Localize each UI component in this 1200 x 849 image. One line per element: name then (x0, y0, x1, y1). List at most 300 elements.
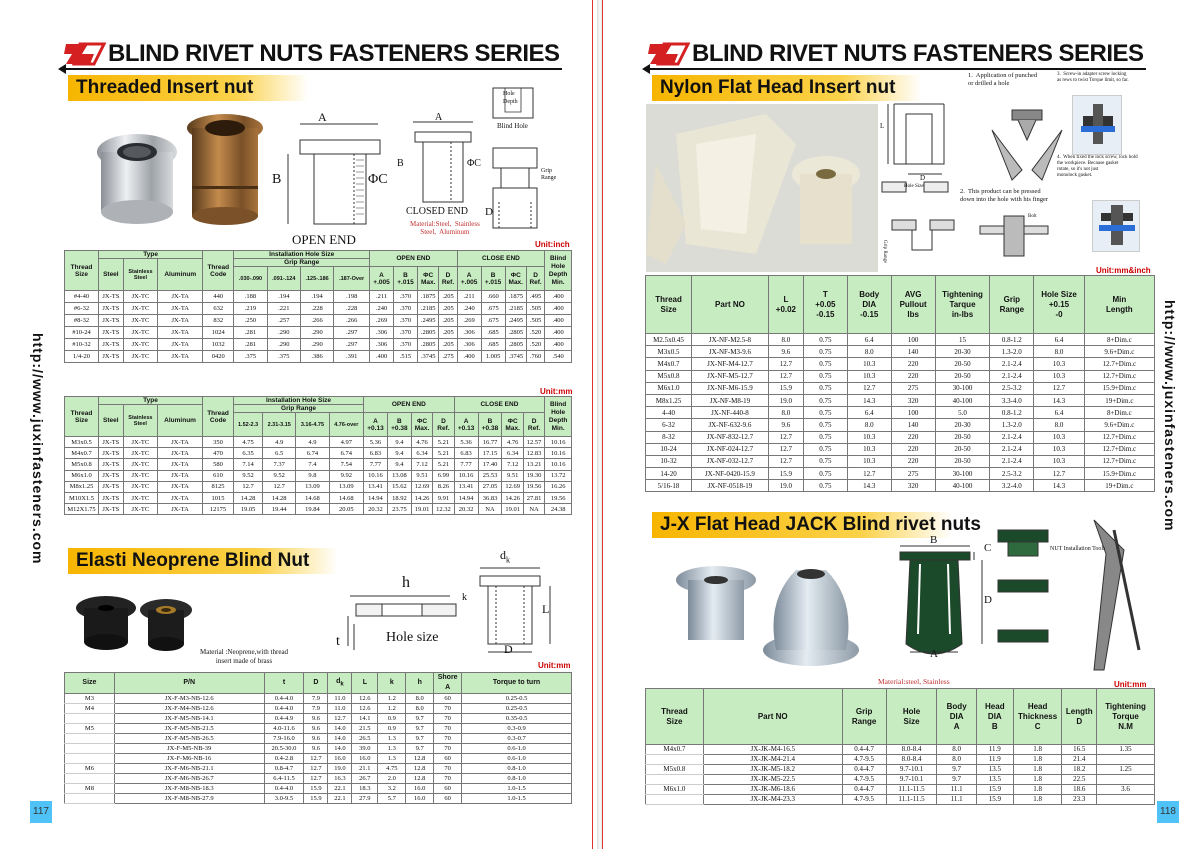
banner-threaded-insert: Threaded Insert nut (68, 75, 308, 101)
table-cell: 11.1 (937, 795, 976, 805)
table-cell: M2.5x0.45 (646, 334, 692, 346)
table-cell: 7.77 (364, 459, 388, 470)
table-cell: JX-TC (123, 351, 158, 363)
column-header: Length D (1062, 689, 1097, 745)
table-cell: M8 (65, 784, 115, 794)
table-cell: .290 (267, 327, 300, 339)
closed-end-label: CLOSED END (406, 206, 468, 217)
col-g4-mm: 4.76-over (329, 413, 363, 437)
table-cell: 19.0 (328, 764, 352, 774)
table-cell: 1.0-1.5 (462, 794, 572, 804)
table-cell: .205 (439, 339, 457, 351)
table-row (646, 755, 1155, 765)
table-row (65, 492, 572, 503)
table-cell: JX-TS (99, 437, 124, 448)
table-cell: 8+Dim.c (1084, 334, 1154, 346)
table-cell: 15 (935, 334, 990, 346)
table-cell: 320 (891, 480, 935, 492)
table-cell: .515 (393, 351, 417, 363)
table-cell: 9.7 (406, 724, 434, 734)
table-cell: 2.5-3.2 (990, 382, 1034, 394)
table-cell: JX-TC (123, 437, 157, 448)
table-cell: 13.21 (523, 459, 544, 470)
table-cell: 1.005 (481, 351, 505, 363)
table-cell: .505 (526, 303, 544, 315)
table-cell: 27.05 (478, 481, 502, 492)
header-underline-arrow-right (646, 68, 1146, 70)
table-row (646, 394, 1155, 406)
table-cell: 12.7 (1034, 468, 1084, 480)
table-cell: JX-TA (158, 492, 203, 503)
table-cell: 7.77 (454, 459, 478, 470)
table-row (646, 370, 1155, 382)
table-cell: #4-40 (65, 291, 99, 303)
table-cell (1097, 755, 1155, 765)
table-row (65, 694, 572, 704)
table-cell: JX-F-M8-NB-18.3 (114, 784, 264, 794)
table-cell: .198 (334, 291, 370, 303)
column-header: $d_k$ (328, 673, 352, 694)
col-blind: Blind Hole Depth Min. (545, 251, 572, 291)
table-cell: 4.7-9.5 (842, 755, 886, 765)
table-cell: .2495 (505, 315, 526, 327)
table-cell: 20.5-30.0 (264, 744, 304, 754)
table-cell (646, 795, 704, 805)
table-cell: 11.1-11.5 (886, 785, 937, 795)
table-cell: 14.0 (328, 724, 352, 734)
column-header: L (352, 673, 378, 694)
table-cell: JX-TA (158, 459, 203, 470)
header-underline-arrow (62, 68, 562, 70)
table-cell: 14.0 (328, 744, 352, 754)
table-cell: 9.7-10.1 (886, 775, 937, 785)
table-cell: .400 (545, 315, 572, 327)
table-cell: M4 (65, 704, 115, 714)
table-cell: 21.5 (352, 724, 378, 734)
dim-t-label: t (336, 634, 340, 649)
table-row (65, 784, 572, 794)
table-cell: JX-TA (158, 437, 203, 448)
table-cell: 20.32 (364, 504, 388, 515)
hole-size-diagram (880, 180, 950, 200)
table-cell: 4.76 (411, 437, 432, 448)
table-cell: 14-20 (646, 468, 692, 480)
column-header: Grip Range (990, 276, 1034, 334)
neoprene-body (65, 694, 572, 804)
table-cell: 14.0 (328, 734, 352, 744)
table-cell: M4x0.7 (646, 358, 692, 370)
table-cell: 11.9 (976, 745, 1013, 755)
grip-range-diag-label: Grip Range (882, 240, 887, 264)
column-header: k (378, 673, 406, 694)
table-cell: 0.3-0.7 (462, 734, 572, 744)
column-header: Grip Range (842, 689, 886, 745)
table-cell: JX-NF-M2.5-8 (692, 334, 769, 346)
col-thread-code: Thread Code (203, 251, 234, 291)
neoprene-nut-photo (66, 578, 196, 658)
table-cell: 4.76 (502, 437, 523, 448)
table-cell: M6x1.0 (646, 785, 704, 795)
table-cell: 13.08 (387, 470, 411, 481)
table-cell: 16.0 (328, 754, 352, 764)
table-row (646, 775, 1155, 785)
table-cell: 10.16 (364, 470, 388, 481)
table-cell: .194 (300, 291, 333, 303)
grip-range-label: Grip Range (541, 168, 557, 181)
table-cell: 10.3 (1034, 431, 1084, 443)
column-header: h (406, 673, 434, 694)
table-cell: .211 (370, 291, 394, 303)
table-cell: #10-32 (65, 339, 99, 351)
jack-A-label: A (930, 648, 938, 660)
table-cell: JX-F-M5-NB-21.5 (114, 724, 264, 734)
table-cell: 6.99 (433, 470, 454, 481)
table-cell: 9.6 (304, 714, 328, 724)
table-cell: 19.01 (502, 504, 523, 515)
table-cell: .290 (300, 327, 333, 339)
table-cell: 220 (891, 358, 935, 370)
table-cell: JX-TC (123, 339, 158, 351)
table-cell: .240 (370, 303, 394, 315)
dim-A-label: A (318, 110, 327, 124)
table-cell: 70 (434, 704, 462, 714)
jack-dim-diagram (884, 534, 994, 684)
col-g3: .125-.186 (300, 267, 333, 291)
table-cell: 9.7 (406, 714, 434, 724)
table-cell: .400 (545, 327, 572, 339)
table-cell: 6.74 (329, 448, 363, 459)
page-header-left (62, 40, 560, 68)
bolt-diagram (974, 212, 1054, 262)
col-close: CLOSE END (457, 251, 545, 267)
table-cell: JX-TC (123, 504, 157, 515)
col-grip-mm: Grip Range (234, 405, 364, 413)
col-g2-mm: 2.31-3.15 (263, 413, 296, 437)
table-cell: 4.9 (296, 437, 329, 448)
closed-dim-B-label: B (397, 158, 404, 169)
table-cell: .269 (457, 315, 481, 327)
table-cell: 9.7 (937, 765, 976, 775)
table-cell: 12.7 (768, 370, 803, 382)
column-header: P/N (114, 673, 264, 694)
table-cell: 12.8 (406, 774, 434, 784)
table-cell: 5.36 (454, 437, 478, 448)
table-cell: 1.3 (378, 734, 406, 744)
table-row (646, 795, 1155, 805)
table-cell: JX-F-M5-NB-39 (114, 744, 264, 754)
table-cell: .520 (526, 327, 544, 339)
table-row (65, 327, 572, 339)
table-cell: 26.5 (352, 734, 378, 744)
nylon-step-2: 2. This product can be pressed down into the hole with his finger (960, 188, 1049, 203)
table-cell: .205 (439, 303, 457, 315)
jx-logo-icon-right (646, 40, 692, 68)
table-cell: 8.0 (1034, 419, 1084, 431)
closed-dim-C-label: ΦC (467, 158, 481, 169)
table-cell: NA (523, 504, 544, 515)
table-cell: 1.3-2.0 (990, 419, 1034, 431)
hole-size-diag-label: Hole Size (904, 184, 924, 189)
table-cell: 24.38 (545, 504, 572, 515)
col-install-mm: Installation Hole Size (234, 397, 364, 405)
table-row (646, 468, 1155, 480)
table-cell: JX-TS (99, 315, 124, 327)
table-cell: 275 (891, 382, 935, 394)
table-cell: 10.16 (545, 437, 572, 448)
dim-D-label: D (485, 206, 493, 218)
closed-end-diagram (393, 112, 493, 207)
table-cell: 0.4-4.7 (842, 745, 886, 755)
table-cell: .266 (334, 315, 370, 327)
table-cell: 22.1 (328, 784, 352, 794)
table-row (646, 431, 1155, 443)
table-cell: 12.7 (1034, 382, 1084, 394)
table-cell: 8.26 (433, 481, 454, 492)
table-cell: 12.7 (234, 481, 263, 492)
unit-mm-inch: Unit:mm&inch (1096, 266, 1151, 275)
table-cell: 13.72 (545, 470, 572, 481)
table-cell: .3745 (505, 351, 526, 363)
table-cell: 6.74 (296, 448, 329, 459)
table-cell: 11.1 (937, 785, 976, 795)
table-cell: 0.9 (378, 724, 406, 734)
table-row (65, 303, 572, 315)
table-cell: 12.8 (406, 754, 434, 764)
column-header: Body DIA -0.15 (847, 276, 891, 334)
col-open-d-mm: D Ref. (433, 413, 454, 437)
nylon-D-label: D (920, 174, 926, 182)
table-cell: 9.6 (304, 734, 328, 744)
table-row (646, 407, 1155, 419)
table-cell: 14.26 (411, 492, 432, 503)
col-close-b-mm: B +0.38 (478, 413, 502, 437)
table-cell: 0.75 (803, 419, 847, 431)
table-cell: 6.4 (847, 407, 891, 419)
table-cell: M3x0.5 (646, 346, 692, 358)
col-close-b: B +.015 (481, 267, 505, 291)
table-cell: 1.0-1.5 (462, 784, 572, 794)
table-cell: 1.8 (1013, 755, 1062, 765)
table-cell: JX-F-M5-NB-14.1 (114, 714, 264, 724)
table-cell: JX-NF-0518-19 (692, 480, 769, 492)
table-cell: .370 (393, 303, 417, 315)
lock-step-diagram (1092, 200, 1140, 252)
table-cell: .2185 (417, 303, 438, 315)
table-cell: 12.8 (406, 764, 434, 774)
table-cell: JX-TS (99, 459, 124, 470)
table-cell: 15.9 (304, 784, 328, 794)
table-row (646, 443, 1155, 455)
table-cell: 14.68 (296, 492, 329, 503)
catalog-page-right (602, 0, 1200, 849)
table-cell: 0.4-4.0 (264, 704, 304, 714)
table-cell: 100 (891, 407, 935, 419)
table-cell: .370 (393, 327, 417, 339)
table-cell: 8.0 (768, 407, 803, 419)
table-cell: 275 (891, 468, 935, 480)
table-cell: JX-TC (123, 448, 157, 459)
table-cell: 9.51 (411, 470, 432, 481)
table-cell: 7.4 (296, 459, 329, 470)
table-cell: 20.05 (329, 504, 363, 515)
table-cell: 6.4 (1034, 334, 1084, 346)
table-cell: 19.0 (768, 480, 803, 492)
table-cell: .540 (545, 351, 572, 363)
table-cell: 8.0 (1034, 346, 1084, 358)
table-cell: JX-JK-M5-22.5 (703, 775, 842, 785)
table-cell: 10.3 (1034, 370, 1084, 382)
table-cell: M5x0.8 (646, 765, 704, 775)
banner-neoprene: Elasti Neoprene Blind Nut (68, 548, 338, 574)
table-cell: 19.56 (545, 492, 572, 503)
table-cell: 16.26 (545, 481, 572, 492)
table-cell: 1.3 (378, 744, 406, 754)
page-number-right: 118 (1157, 801, 1179, 823)
table-cell: 1.8 (1013, 795, 1062, 805)
col-thread-size-mm: Thread Size (65, 397, 99, 437)
table-row (65, 724, 572, 734)
table-cell: 7.9 (304, 704, 328, 714)
table-cell: 4-40 (646, 407, 692, 419)
table-cell: 23.75 (387, 504, 411, 515)
table-cell: .1875 (505, 291, 526, 303)
table-cell: 9.6+Dim.c (1084, 419, 1154, 431)
table-cell: 5.0 (935, 407, 990, 419)
table-cell: 16.0 (406, 784, 434, 794)
table-cell: #6-32 (65, 303, 99, 315)
table-cell: 7.54 (329, 459, 363, 470)
table-row (65, 470, 572, 481)
table-cell: 1/4-20 (65, 351, 99, 363)
table-cell: 12.6 (352, 704, 378, 714)
table-cell: 1.8 (1013, 785, 1062, 795)
table-cell: JX-TA (158, 303, 203, 315)
table-cell: 9.7-10.1 (886, 765, 937, 775)
table-cell: 21.1 (352, 764, 378, 774)
table-cell: 14.3 (847, 394, 891, 406)
table-cell: 220 (891, 431, 935, 443)
col-g2: .091-.124 (267, 267, 300, 291)
col-close-d: D Ref. (526, 267, 544, 291)
table-cell: 7.12 (411, 459, 432, 470)
grip-range-diagram (882, 210, 962, 264)
col-open-a-mm: A +0.13 (364, 413, 388, 437)
table-cell: JX-TA (158, 481, 203, 492)
table-cell: 5.21 (433, 459, 454, 470)
table-cell: 20-50 (935, 370, 990, 382)
table-cell: 20-30 (935, 419, 990, 431)
table-row (65, 704, 572, 714)
table-cell: 12.7+Dim.c (1084, 455, 1154, 467)
column-header: Part NO (703, 689, 842, 745)
table-cell: 19.01 (411, 504, 432, 515)
col-steel: Steel (99, 259, 124, 291)
page-header-right (646, 40, 1144, 68)
table-cell: 8.0 (406, 694, 434, 704)
page-edge-line (592, 0, 593, 849)
table-cell: 19.56 (523, 481, 544, 492)
table-row (65, 794, 572, 804)
table-cell: JX-TC (123, 492, 157, 503)
jack-table (645, 688, 1155, 805)
table-cell: JX-JK-M4-16.5 (703, 745, 842, 755)
table-cell: M10X1.5 (65, 492, 99, 503)
table-cell: 610 (203, 470, 234, 481)
table-cell (65, 754, 115, 764)
table-cell (646, 775, 704, 785)
table-cell (1097, 775, 1155, 785)
column-header: Shore A (434, 673, 462, 694)
table-cell: .281 (234, 327, 267, 339)
unit-mm-jack: Unit:mm (1114, 680, 1147, 689)
table-cell: 12.7 (847, 468, 891, 480)
unit-mm-neoprene: Unit:mm (538, 661, 571, 670)
table-row (65, 448, 572, 459)
table-cell: .205 (439, 291, 457, 303)
table-cell: M8x1.25 (646, 394, 692, 406)
table-cell: 22.5 (1062, 775, 1097, 785)
col-g4: .187-Over (334, 267, 370, 291)
dim-h-label: h (402, 574, 410, 591)
table-cell: JX-NF-032-12.7 (692, 455, 769, 467)
column-header: t (264, 673, 304, 694)
dim-D-neo-label: D (504, 642, 513, 656)
table-cell: 2.1-2.4 (990, 431, 1034, 443)
table-cell: 12.7 (768, 455, 803, 467)
table-cell: 9.6+Dim.c (1084, 346, 1154, 358)
table-cell: 20-50 (935, 358, 990, 370)
table-cell: 1.35 (1097, 745, 1155, 755)
table-cell: 15.62 (387, 481, 411, 492)
unit-mm-threaded: Unit:mm (540, 387, 573, 396)
table-cell: 19.44 (263, 504, 296, 515)
table-cell: 0.4-4.9 (264, 714, 304, 724)
table-cell: 9.51 (502, 470, 523, 481)
nylon-step-3: 3. Screw-in adapter screw locking as rews to twist Torque limit, so far. (1057, 72, 1129, 83)
table-cell: 9.92 (329, 470, 363, 481)
side-url-right: http://www.juxinfasteners.com (1162, 300, 1178, 532)
table-cell: M6 (65, 764, 115, 774)
table-cell: .370 (393, 291, 417, 303)
table-cell: 0.4-4.7 (842, 785, 886, 795)
col-stainless: Stainless Steel (123, 259, 158, 291)
threaded-inch-table (64, 250, 572, 363)
table-cell: 4.9 (263, 437, 296, 448)
table-cell: 9.8 (296, 470, 329, 481)
threaded-mm-table (64, 396, 572, 515)
table-cell: .306 (457, 339, 481, 351)
table-cell: 7.9 (304, 694, 328, 704)
table-cell: JX-TS (99, 481, 124, 492)
table-cell: JX-F-M4-NB-12.6 (114, 704, 264, 714)
table-cell: 14.1 (352, 714, 378, 724)
table-cell: M5 (65, 724, 115, 734)
table-cell: 70 (434, 724, 462, 734)
table-cell: 70 (434, 734, 462, 744)
col-g1-mm: 1.52-2.3 (234, 413, 263, 437)
table-cell: JX-F-M5-NB-26.5 (114, 734, 264, 744)
table-cell: 9.6 (768, 346, 803, 358)
table-cell: .257 (267, 315, 300, 327)
dim-L-label: L (542, 602, 550, 616)
table-cell: .228 (300, 303, 333, 315)
table-cell: 10.16 (545, 459, 572, 470)
table-cell: 13.41 (454, 481, 478, 492)
col-grip: Grip Range (234, 259, 370, 267)
table-cell: 0420 (203, 351, 234, 363)
table-row (65, 459, 572, 470)
table-cell: JX-NF-024-12.7 (692, 443, 769, 455)
